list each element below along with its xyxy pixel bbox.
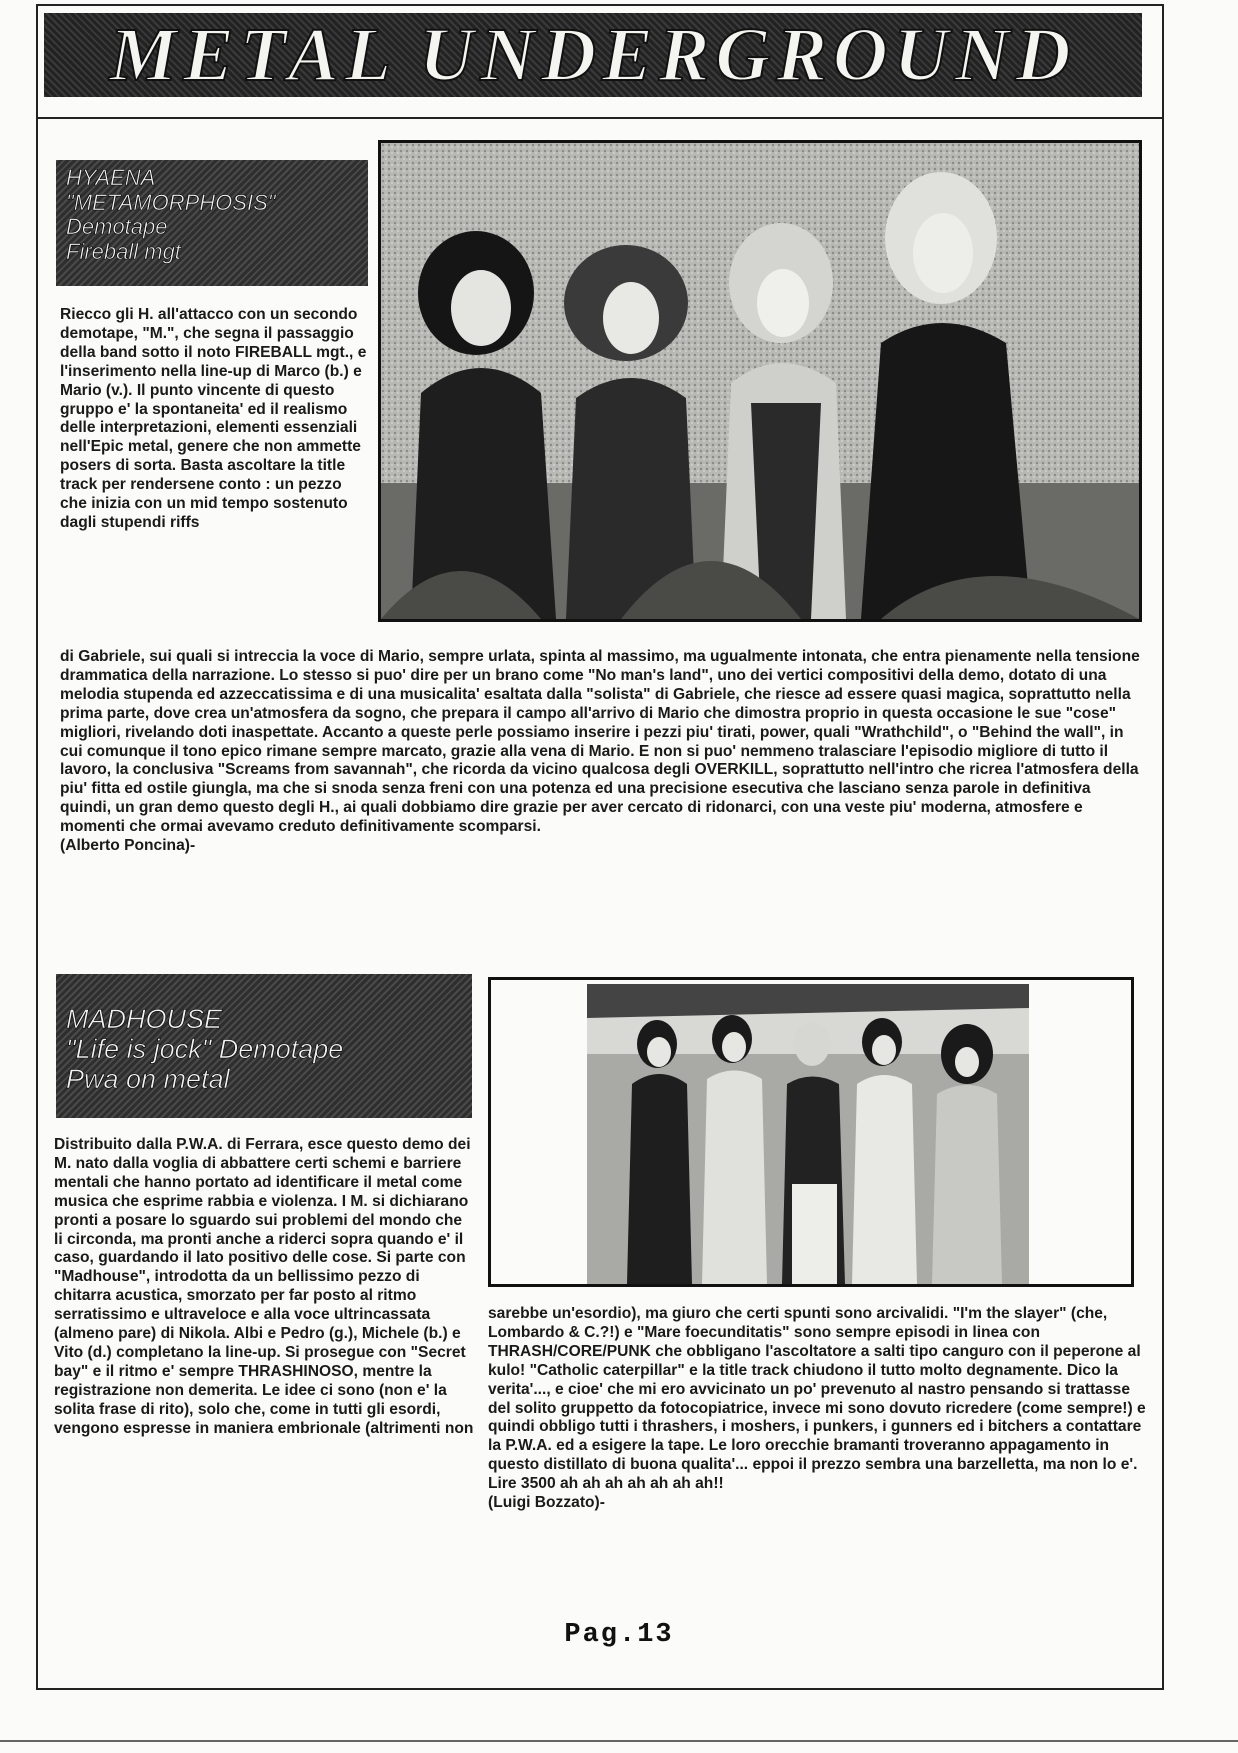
review-left-column-text: Distribuito dalla P.W.A. di Ferrara, esce questo demo dei M. nato dalla voglia di abbattere certi schemi e barriere mentali che hanno portato ad identificare il metal come musica che esprime rabbia e violenza. I M. si dichiarano pronti a posare lo sguardo sui problemi del mondo che li circonda, ma pronti anche a riderci sopra quando e' il caso, guardando il lato positivo delle cose. Si parte con "Madhouse", introdotta da un bellissimo pezzo di chitarra acustica, smorzato per far posto al ritmo serratissimo e ultraveloce e alla voce ultrincassata (almeno pare) di Nikola. Albi e Pedro (g.), Michele (b.) e Vito (d.) completano la line-up. Si prosegue con "Secret bay" e il ritmo e' sempre THRASHINOSO, mentre la registrazione non demerita. Le idee ci sono (non e' la solita frase di rito), solo che, come in tutti gli esordi, vengono espresse in maniera embrionale (altrimenti non [54, 1136, 474, 1437]
band-photo-image [587, 984, 1029, 1284]
review-release-title: "Life is jock" Demotape [66, 1034, 344, 1065]
band-photo-madhouse [488, 977, 1134, 1287]
masthead-rule [36, 117, 1164, 119]
review-band-name: MADHOUSE [66, 1004, 223, 1034]
review-right-column-text [488, 1305, 1148, 1513]
review-author: (Alberto Poncina)- [60, 837, 196, 855]
review-author: (Luigi Bozzato)- [488, 1494, 605, 1512]
band-photo-drawing [381, 143, 1139, 619]
masthead-title: METAL UNDERGROUND [109, 12, 1077, 97]
band-photo-hyaena [378, 140, 1142, 622]
page-number: Pag.13 [564, 1620, 674, 1650]
review-title-box-hyaena [56, 160, 368, 286]
review-label: Fireball mgt [66, 238, 181, 264]
review-body-text [60, 648, 1140, 856]
review-release-title: "METAMORPHOSIS" [66, 189, 276, 215]
review-label: Pwa on metal [66, 1064, 230, 1095]
review-right-paragraph: sarebbe un'esordio), ma giuro che certi spunti sono arcivalidi. "I'm the slayer" (che, Lombardo & C.?!) e "Mare foecunditatis" sono sempre episodi in linea con THRASH/CORE/PUNK che obbligano l'ascoltatore a salti tipo canguro con il peperone al kulo! "Catholic caterpillar" e la title track chiudono il tutto molto degnamente. Dico la verita'..., e cioe' che mi ero avvicinato un po' prevenuto al nastro pensando si trattasse del solito gruppetto da fotocopiatrice, invece mi sono dovuto ricredere (come sempre!) e quindi obbligo tutti i thrashers, i moshers, i punkers, i gunners ed i bitchers a contattare la P.W.A. ed a esigere la tape. Le loro orecchie bramanti troveranno appagamento in questo distillato di buona qualita'... eppoi il prezzo sembra una barzelletta, ma non lo e'. Lire 3500 ah ah ah ah ah ah ah!! [488, 1305, 1146, 1493]
band-photo-drawing [587, 984, 1029, 1284]
review-format: Demotape [66, 214, 168, 240]
review-intro-text: Riecco gli H. all'attacco con un secondo demotape, "M.", che segna il passaggio della band sotto il noto FIREBALL mgt., e l'inserimento nella line-up di Marco (b.) e Mario (v.). Il punto vincente di questo gruppo e' la spontaneita' ed il realismo delle interpretazioni, elementi essenziali nell'Epic metal, genere che non ammette posers di sorta. Basta ascoltare la title track per rendersene conto : un pezzo che inizia con un mid tempo sostenuto dagli stupendi riffs [60, 306, 367, 531]
scan-edge-line [0, 1740, 1238, 1742]
masthead-banner [44, 13, 1142, 97]
review-band-name: HYAENA [66, 165, 156, 190]
review-title-box-madhouse [56, 974, 472, 1118]
review-body-paragraph: di Gabriele, sui quali si intreccia la voce di Mario, sempre urlata, spinta al massimo, ma ugualmente intonata, che entra pienamente nella tensione drammatica della narrazione. Lo stesso si puo' dire per un brano come "No man's land", uno dei vertici compositivi della demo, dotato di una melodia stupenda ed azzeccatissima e di una musicalita' esaltata dalla "solista" di Gabriele, che riesce ad essere quasi magica, soprattutto nella prima parte, dove crea un'atmosfera da sogno, che prepara il campo all'arrivo di Mario che dimostra proprio in questa occasione le sue "cose" migliori, rivelando doti inaspettate. Accanto a queste perle possiamo inserire i pezzi piu' tirati, power, quali "Wrathchild", o "Behind the wall", in cui comunque il tono epico rimane sempre marcato, grazie alla vena di Mario. E non si puo' nemmeno tralasciare l'episodio migliore di tutto il lavoro, la conclusiva "Screams from savannah", che ricorda da vicino qualcosa degli OVERKILL, soprattutto nell'intro che ricrea l'atmosfera della piu' fitta ed ostile giungla, ma che si snoda senza freni con una potenza ed una precisione esecutiva che lasciano senza parole in definitiva quindi, un gran demo questo degli H., ai quali dobbiamo dire grazie per aver cercato di ridonarci, con una veste piu' moderna, atmosfere e momenti che ormai avevamo creduto definitivamente scomparsi. [60, 648, 1140, 836]
